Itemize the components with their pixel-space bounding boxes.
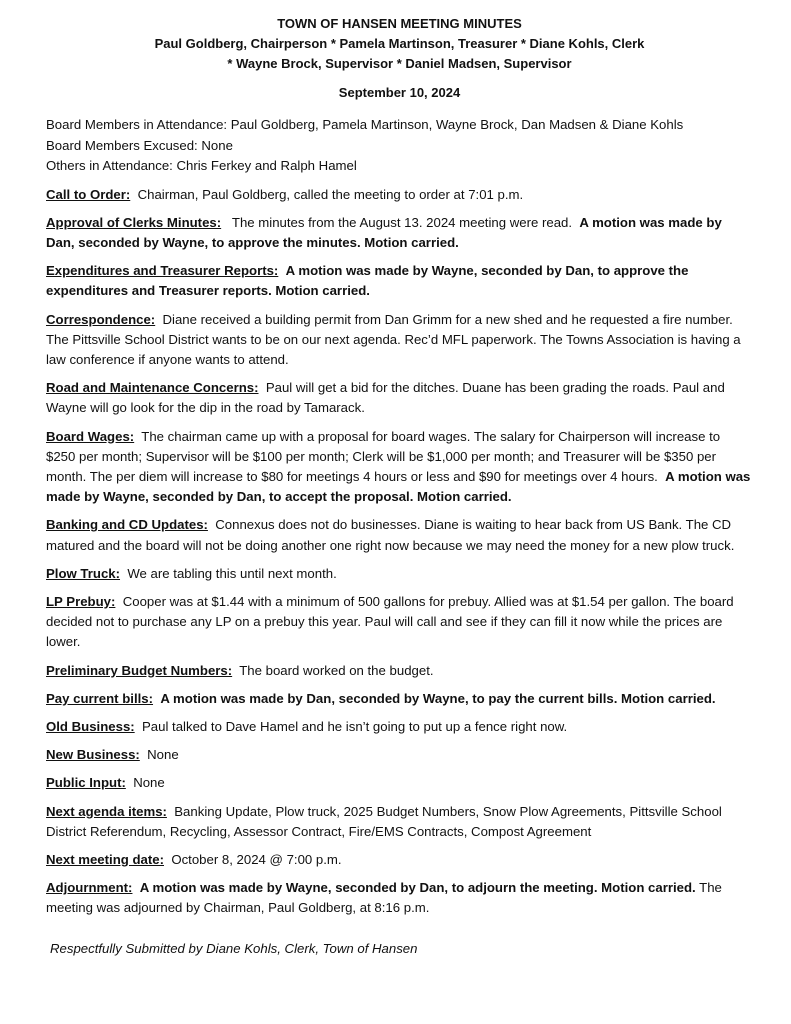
attendance-block [46, 115, 753, 177]
officers-line-1: Paul Goldberg, Chairperson * Pamela Martinson, Treasurer * Diane Kohls, Clerk [154, 36, 645, 51]
section-heading: Preliminary Budget Numbers: [46, 662, 233, 678]
board-attendance: Board Members in Attendance: Paul Goldberg, Pamela Martinson, Wayne Brock, Dan Madsen & Diane Kohls [46, 117, 684, 132]
section-heading: Call to Order: [46, 186, 131, 202]
section-heading: Next agenda items: [46, 803, 167, 819]
section-pay-bills [46, 689, 753, 709]
section-adjournment [46, 878, 753, 918]
motion-text: A motion was made by Wayne, seconded by Dan, to approve the expenditures and Treasurer reports. Motion carried. [46, 263, 689, 299]
section-banking-cd [46, 515, 753, 555]
section-call-to-order [46, 185, 753, 205]
section-heading: Public Input: [46, 775, 126, 791]
section-heading: Board Wages: [46, 428, 135, 444]
section-public-input [46, 773, 753, 793]
motion-text: A motion was made by Dan, seconded by Wayne, to pay the current bills. Motion carried. [160, 690, 716, 706]
board-excused: Board Members Excused: None [46, 137, 233, 153]
section-heading: Banking and CD Updates: [46, 517, 208, 533]
section-next-meeting [46, 850, 753, 870]
section-text: None [133, 775, 165, 791]
section-lp-prebuy [46, 592, 753, 653]
section-heading: Expenditures and Treasurer Reports: [46, 263, 279, 279]
section-text: The meeting was adjourned by Chairman, Paul Goldberg, at 8:16 p.m. [46, 880, 722, 916]
section-correspondence [46, 310, 753, 371]
section-heading: LP Prebuy: [46, 593, 116, 609]
motion-text: A motion was made by Wayne, seconded by Dan, to adjourn the meeting. Motion carried. [139, 880, 696, 896]
section-heading: Adjournment: [46, 880, 133, 896]
section-old-business [46, 717, 753, 737]
section-text: The board worked on the budget. [239, 662, 434, 678]
section-heading: Plow Truck: [46, 565, 121, 581]
section-text: Chairman, Paul Goldberg, called the meeting to order at 7:01 p.m. [137, 186, 524, 202]
document-title: TOWN OF HANSEN MEETING MINUTES [277, 16, 522, 31]
section-text: Cooper was at $1.44 with a minimum of 500 gallons for prebuy. Allied was at $1.54 per gallon. The board decided not to purchase any LP on a prebuy this year. Paul will call and see if they can fill it now while the prices are lower. [46, 593, 734, 650]
section-heading: Next meeting date: [46, 851, 164, 867]
section-text: Diane received a building permit from Dan Grimm for a new shed and he requested a fire number. The Pittsville School District wants to be on our next agenda. Rec’d MFL paperwork. The Towns Association is having a law conference if anyone wants to attend. [46, 311, 741, 367]
section-next-agenda [46, 802, 753, 842]
motion-text: A motion was made by Dan, seconded by Wayne, to approve the minutes. Motion carried. [46, 214, 722, 250]
section-expenditures [46, 261, 753, 301]
officers-line-2: * Wayne Brock, Supervisor * Daniel Madsen, Supervisor [227, 56, 572, 71]
section-text: The minutes from the August 13. 2024 meeting were read. [231, 214, 573, 230]
section-board-wages [46, 427, 753, 508]
section-heading: Old Business: [46, 718, 135, 734]
meeting-date: September 10, 2024 [338, 85, 461, 100]
section-approval-of-minutes [46, 213, 753, 253]
section-text: The chairman came up with a proposal for board wages. The salary for Chairperson will increase to $250 per month; Supervisor will be $100 per month; Clerk will be $1,000 per month; and Treasurer will be $350 per month. The per diem will increase to $80 for meetings 4 hours or less and $90 for meetings over 4 hours. [46, 428, 721, 484]
section-heading: Correspondence: [46, 311, 156, 327]
section-text: Paul talked to Dave Hamel and he isn’t going to put up a fence right now. [142, 718, 568, 734]
others-attendance: Others in Attendance: Chris Ferkey and Ralph Hamel [46, 158, 357, 173]
section-text: We are tabling this until next month. [127, 565, 337, 581]
section-road-maintenance [46, 378, 753, 418]
section-text: Paul will get a bid for the ditches. Duane has been grading the roads. Paul and Wayne will go look for the dip in the road by Tamarack. [46, 380, 725, 416]
section-heading: Pay current bills: [46, 690, 154, 706]
document-header [46, 14, 753, 103]
section-plow-truck [46, 564, 753, 584]
section-text: Banking Update, Plow truck, 2025 Budget Numbers, Snow Plow Agreements, Pittsville School District Referendum, Recycling, Assessor Contract, Fire/EMS Contracts, Compost Agreement [46, 803, 722, 839]
section-heading: New Business: [46, 747, 140, 763]
section-text: October 8, 2024 @ 7:00 p.m. [171, 851, 342, 867]
section-heading: Road and Maintenance Concerns: [46, 380, 259, 396]
section-heading: Approval of Clerks Minutes: [46, 214, 222, 230]
section-budget [46, 661, 753, 681]
section-new-business [46, 745, 753, 765]
section-text: None [147, 747, 179, 763]
signature-line: Respectfully Submitted by Diane Kohls, Clerk, Town of Hansen [50, 940, 418, 956]
motion-text: A motion was made by Wayne, seconded by Dan, to accept the proposal. Motion carried. [46, 468, 751, 505]
section-text: Connexus does not do businesses. Diane is waiting to hear back from US Bank. The CD matured and the board will not be doing another one right now because we may need the money for a new plow truck. [46, 517, 735, 553]
